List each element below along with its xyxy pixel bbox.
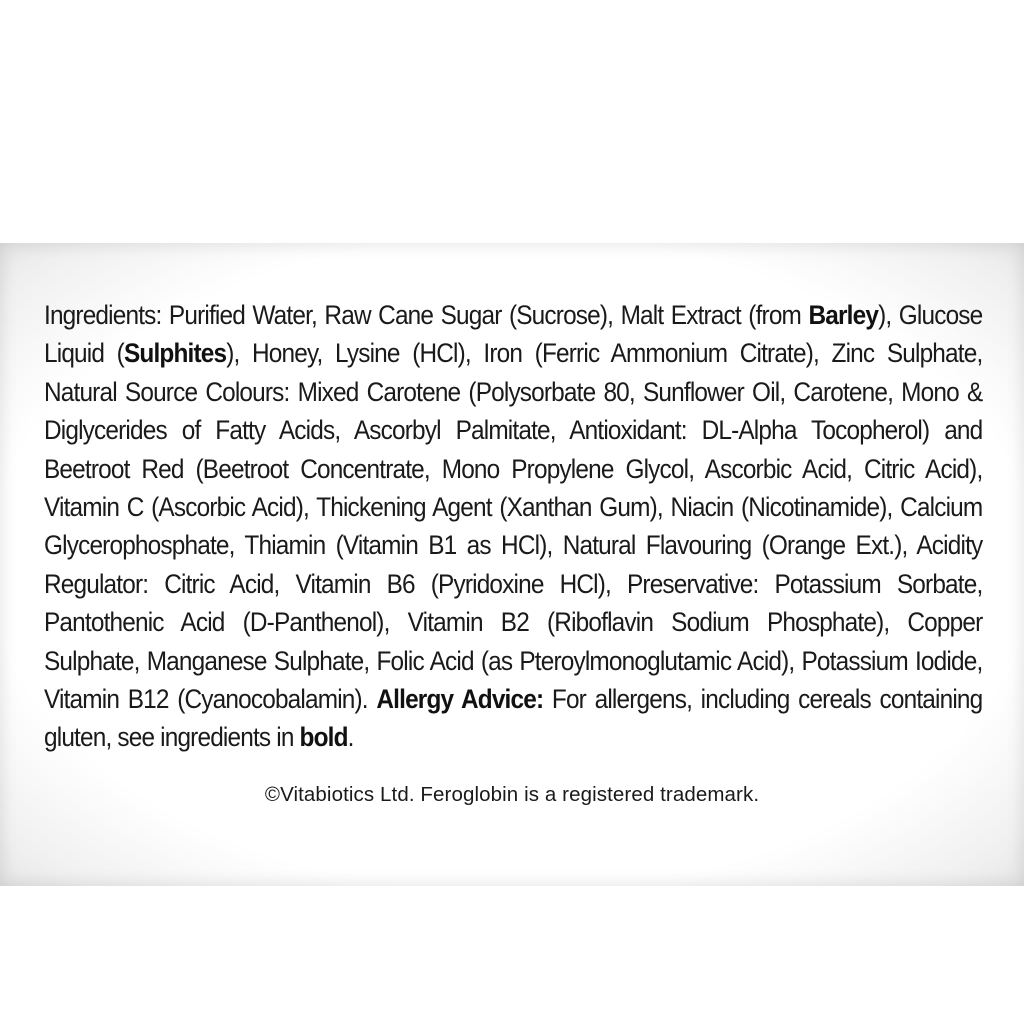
allergen-barley: Barley bbox=[808, 300, 879, 330]
ingredients-list-part-3: ), Honey, Lysine (HCl), Iron (Ferric Ammonium Citrate), Zinc Sulphate, Natural Source Colours: Mixed Carotene (Polysorbate 80, Sunflower Oil, Carotene, Mono & Diglycerides of Fatty Acids, Ascorbyl Palmitate, Antioxidant: DL-Alpha Tocopherol) and Beetroot Red (Beetroot Concentrate, Mono Propylene Glycol, Ascorbic Acid, Citric Acid), Vitamin C (Ascorbic Acid), Thickening Agent (Xanthan Gum), Niacin (Nicotinamide), Calcium Glycerophosphate, Thiamin (Vitamin B1 as HCl), Natural Flavouring (Orange Ext.), Acidity Regulator: Citric Acid, Vitamin B6 (Pyridoxine HCl), Preservative: Potassium Sorbate, Pantothenic Acid (D-Panthenol), Vitamin B2 (Riboflavin Sodium Phosphate), Copper Sulphate, Manganese Sulphate, Folic Acid (as Pteroylmonoglutamic Acid), Potassium Iodide, Vitamin B12 (Cyanocobalamin). bbox=[44, 338, 983, 715]
ingredients-text bbox=[44, 296, 982, 757]
copyright-notice: ©Vitabiotics Ltd. Feroglobin is a registered trademark. bbox=[264, 783, 760, 806]
allergen-sulphites: Sulphites bbox=[123, 338, 227, 369]
allergy-advice-end: . bbox=[347, 722, 354, 753]
allergy-advice-text: For allergens, including cereals containing gluten, see ingredients in bbox=[44, 684, 983, 753]
bold-keyword: bold bbox=[299, 722, 348, 753]
ingredients-list-start: Ingredients: Purified Water, Raw Cane Sugar (Sucrose), Malt Extract (from bbox=[44, 300, 809, 330]
allergy-advice-heading: Allergy Advice: bbox=[376, 684, 544, 715]
ingredients-list-part-2: ), Glucose Liquid ( bbox=[44, 300, 983, 369]
